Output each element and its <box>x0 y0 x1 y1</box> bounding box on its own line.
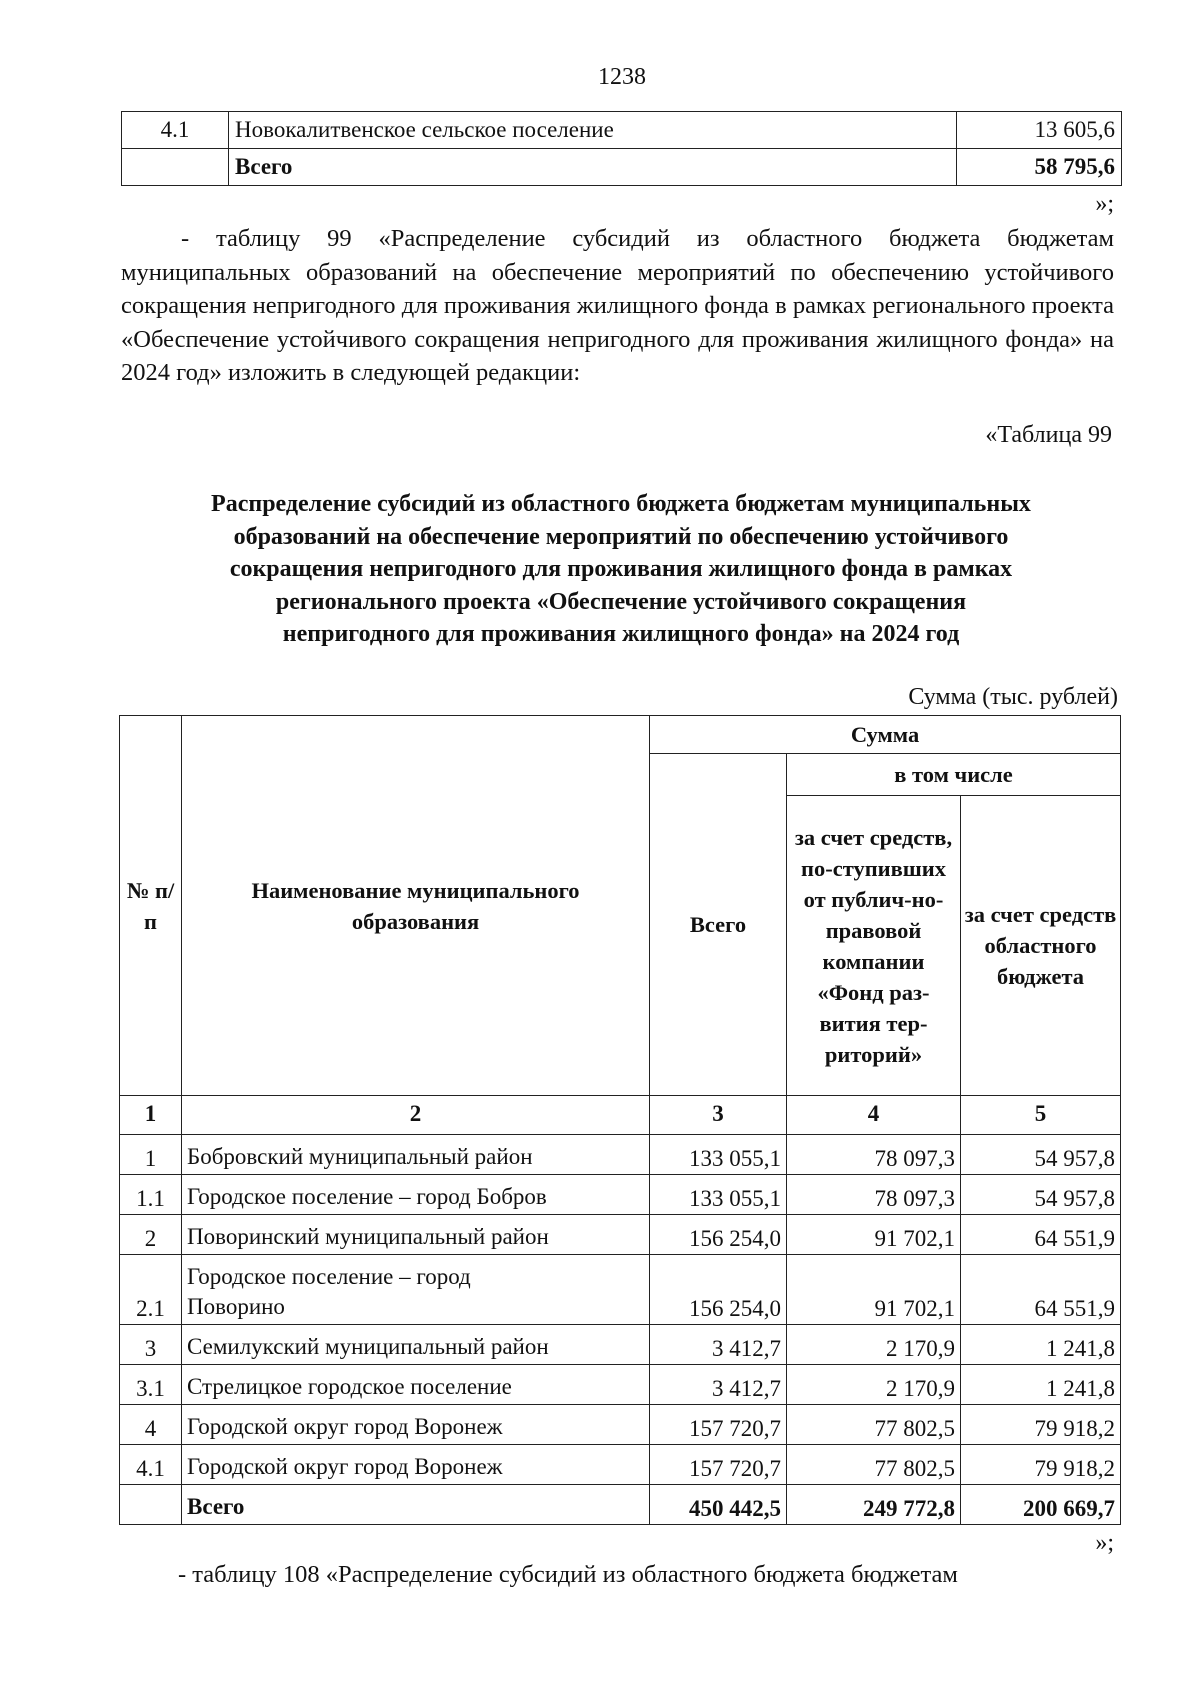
row-total: 157 720,7 <box>650 1405 787 1445</box>
next-paragraph: - таблицу 108 «Распределение субсидий из областного бюджета бюджетам <box>178 1561 958 1588</box>
subsidy-table <box>119 715 1121 1525</box>
row-number: 4.1 <box>122 112 229 149</box>
row-name: Стрелицкое городское поселение <box>182 1365 650 1405</box>
table-row <box>120 1405 1121 1445</box>
column-number: 5 <box>961 1096 1121 1135</box>
table-row <box>120 1365 1121 1405</box>
header-sum: Сумма <box>650 716 1121 754</box>
table-row <box>120 1445 1121 1485</box>
row-fund: 78 097,3 <box>787 1175 961 1215</box>
row-fund: 91 702,1 <box>787 1215 961 1255</box>
row-total: 156 254,0 <box>650 1215 787 1255</box>
row-number: 2 <box>120 1215 182 1255</box>
title-line: непригодного для проживания жилищного фонда» на 2024 год <box>282 621 960 647</box>
amendment-paragraph <box>121 222 1114 390</box>
row-regional: 200 669,7 <box>961 1485 1121 1525</box>
title-line: Распределение субсидий из областного бюджета бюджетам муниципальных <box>211 491 1031 517</box>
table-row <box>120 1175 1121 1215</box>
title-line: регионального проекта «Обеспечение устойчивого сокращения <box>275 588 967 615</box>
row-number <box>120 1485 182 1525</box>
amendment-text: - таблицу 99 «Распределение субсидий из областного бюджета бюджетам муниципальных образований на обеспечение мероприятий по обеспечению устойчивого сокращения непригодного для проживания жилищного фонда в рамках регионального проекта «Обеспечение устойчивого сокращения непригодного для проживания жилищного фонда» на 2024 год» изложить в следующей редакции: <box>121 225 1114 386</box>
row-regional: 1 241,8 <box>961 1365 1121 1405</box>
row-amount: 13 605,6 <box>957 112 1122 149</box>
row-number <box>122 149 229 186</box>
unit-label: Сумма (тыс. рублей) <box>908 684 1118 710</box>
row-fund: 77 802,5 <box>787 1445 961 1485</box>
row-regional: 54 957,8 <box>961 1175 1121 1215</box>
row-fund: 249 772,8 <box>787 1485 961 1525</box>
row-name: Новокалитвенское сельское поселение <box>229 112 957 149</box>
row-total: 3 412,7 <box>650 1325 787 1365</box>
column-numbers-row <box>120 1096 1121 1135</box>
row-name: Семилукский муниципальный район <box>182 1325 650 1365</box>
row-name: Бобровский муниципальный район <box>182 1135 650 1175</box>
page-number: 1238 <box>598 64 646 90</box>
column-number: 3 <box>650 1096 787 1135</box>
table-row <box>120 1135 1121 1175</box>
row-number: 2.1 <box>120 1255 182 1325</box>
row-name: Городское поселение – город Бобров <box>182 1175 650 1215</box>
row-fund: 91 702,1 <box>787 1255 961 1325</box>
row-number: 4 <box>120 1405 182 1445</box>
row-number: 3.1 <box>120 1365 182 1405</box>
row-name: Поворинский муниципальный район <box>182 1215 650 1255</box>
row-regional: 1 241,8 <box>961 1325 1121 1365</box>
previous-table-tail <box>121 111 1122 186</box>
row-total: 3 412,7 <box>650 1365 787 1405</box>
closing-quote: »; <box>1095 191 1114 217</box>
row-name: Всего <box>182 1485 650 1525</box>
row-regional: 64 551,9 <box>961 1255 1121 1325</box>
row-total: 133 055,1 <box>650 1135 787 1175</box>
row-name: Всего <box>229 149 957 186</box>
closing-quote: »; <box>1095 1530 1114 1556</box>
table-title <box>121 488 1121 651</box>
row-total: 157 720,7 <box>650 1445 787 1485</box>
row-name: Городское поселение – город Поворино <box>182 1255 650 1325</box>
title-line: сокращения непригодного для проживания жилищного фонда в рамках <box>229 556 1013 582</box>
header-including: в том числе <box>787 754 1121 796</box>
header-name: Наименование муниципального образования <box>182 716 650 1096</box>
row-fund: 78 097,3 <box>787 1135 961 1175</box>
column-number: 4 <box>787 1096 961 1135</box>
column-number: 1 <box>120 1096 182 1135</box>
row-total: 156 254,0 <box>650 1255 787 1325</box>
row-regional: 64 551,9 <box>961 1215 1121 1255</box>
row-fund: 2 170,9 <box>787 1325 961 1365</box>
header-fund: за счет средств, по-ступивших от публич-но-правовой компании «Фонд раз-вития тер-риторий» <box>787 796 961 1096</box>
header-regional: за счет средств областного бюджета <box>961 796 1121 1096</box>
table-row <box>120 1325 1121 1365</box>
row-fund: 77 802,5 <box>787 1405 961 1445</box>
header-total: Всего <box>650 754 787 1096</box>
row-number: 1 <box>120 1135 182 1175</box>
row-name: Городской округ город Воронеж <box>182 1445 650 1485</box>
row-name: Городской округ город Воронеж <box>182 1405 650 1445</box>
row-regional: 79 918,2 <box>961 1405 1121 1445</box>
table-row <box>120 1215 1121 1255</box>
table-row <box>122 112 1122 149</box>
row-total: 133 055,1 <box>650 1175 787 1215</box>
column-number: 2 <box>182 1096 650 1135</box>
row-number: 3 <box>120 1325 182 1365</box>
title-line: образований на обеспечение мероприятий по обеспечению устойчивого <box>233 523 1009 550</box>
row-amount: 58 795,6 <box>957 149 1122 186</box>
row-regional: 54 957,8 <box>961 1135 1121 1175</box>
row-number: 1.1 <box>120 1175 182 1215</box>
table-label: «Таблица 99 <box>985 422 1112 448</box>
table-row <box>120 1255 1121 1325</box>
row-number: 4.1 <box>120 1445 182 1485</box>
row-fund: 2 170,9 <box>787 1365 961 1405</box>
row-total: 450 442,5 <box>650 1485 787 1525</box>
row-regional: 79 918,2 <box>961 1445 1121 1485</box>
total-row <box>120 1485 1121 1525</box>
header-no: № п/п <box>120 716 182 1096</box>
total-row <box>122 149 1122 186</box>
